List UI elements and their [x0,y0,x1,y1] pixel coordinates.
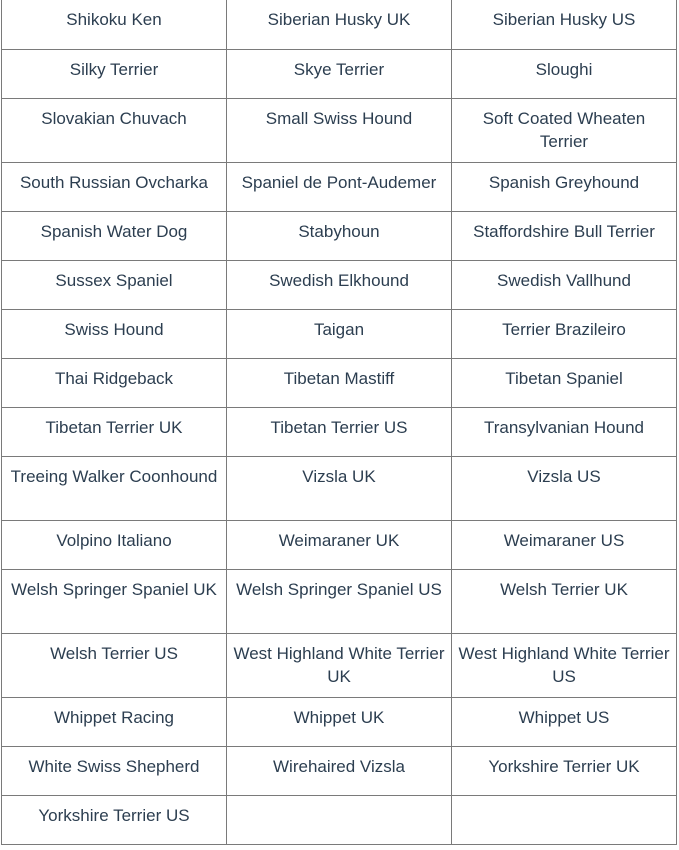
table-cell: Volpino Italiano [2,520,227,569]
table-row [2,162,677,211]
table-cell: Sloughi [452,49,677,98]
table-cell: Tibetan Terrier UK [2,407,227,456]
table-cell: Transylvanian Hound [452,407,677,456]
table-cell: Spaniel de Pont-Audemer [227,162,452,211]
table-cell: Terrier Brazileiro [452,309,677,358]
table-cell: Soft Coated Wheaten Terrier [452,98,677,162]
table-cell: Yorkshire Terrier US [2,795,227,844]
table-cell: South Russian Ovcharka [2,162,227,211]
table-cell: Welsh Springer Spaniel UK [2,569,227,633]
table-cell: Welsh Terrier UK [452,569,677,633]
table-cell [452,795,677,844]
breed-table-body [2,0,677,844]
table-cell: Welsh Springer Spaniel US [227,569,452,633]
table-cell: Siberian Husky UK [227,0,452,49]
table-row [2,211,677,260]
table-cell: Vizsla US [452,456,677,520]
table-cell: Yorkshire Terrier UK [452,746,677,795]
table-cell: Weimaraner US [452,520,677,569]
table-cell: Small Swiss Hound [227,98,452,162]
table-cell: Welsh Terrier US [2,633,227,697]
table-cell: Spanish Water Dog [2,211,227,260]
table-row [2,407,677,456]
table-cell: Taigan [227,309,452,358]
table-cell: Treeing Walker Coonhound [2,456,227,520]
table-row [2,456,677,520]
table-cell: West Highland White Terrier US [452,633,677,697]
table-cell: Thai Ridgeback [2,358,227,407]
table-cell: Whippet US [452,697,677,746]
table-row [2,569,677,633]
table-row [2,633,677,697]
table-cell: Swiss Hound [2,309,227,358]
table-row [2,746,677,795]
breed-table [1,0,677,845]
table-cell: Tibetan Mastiff [227,358,452,407]
table-cell: Tibetan Spaniel [452,358,677,407]
table-cell: Swedish Vallhund [452,260,677,309]
table-cell: Whippet UK [227,697,452,746]
table-cell: Spanish Greyhound [452,162,677,211]
table-cell: West Highland White Terrier UK [227,633,452,697]
table-cell: White Swiss Shepherd [2,746,227,795]
table-cell: Shikoku Ken [2,0,227,49]
table-cell: Weimaraner UK [227,520,452,569]
table-cell [227,795,452,844]
table-cell: Sussex Spaniel [2,260,227,309]
table-row [2,358,677,407]
table-cell: Swedish Elkhound [227,260,452,309]
table-cell: Wirehaired Vizsla [227,746,452,795]
table-cell: Staffordshire Bull Terrier [452,211,677,260]
table-cell: Silky Terrier [2,49,227,98]
table-cell: Skye Terrier [227,49,452,98]
table-cell: Stabyhoun [227,211,452,260]
table-row [2,795,677,844]
table-row [2,49,677,98]
table-row [2,0,677,49]
table-row [2,697,677,746]
table-cell: Siberian Husky US [452,0,677,49]
table-row [2,309,677,358]
table-cell: Vizsla UK [227,456,452,520]
table-cell: Tibetan Terrier US [227,407,452,456]
table-row [2,520,677,569]
table-cell: Whippet Racing [2,697,227,746]
table-row [2,98,677,162]
table-cell: Slovakian Chuvach [2,98,227,162]
table-row [2,260,677,309]
